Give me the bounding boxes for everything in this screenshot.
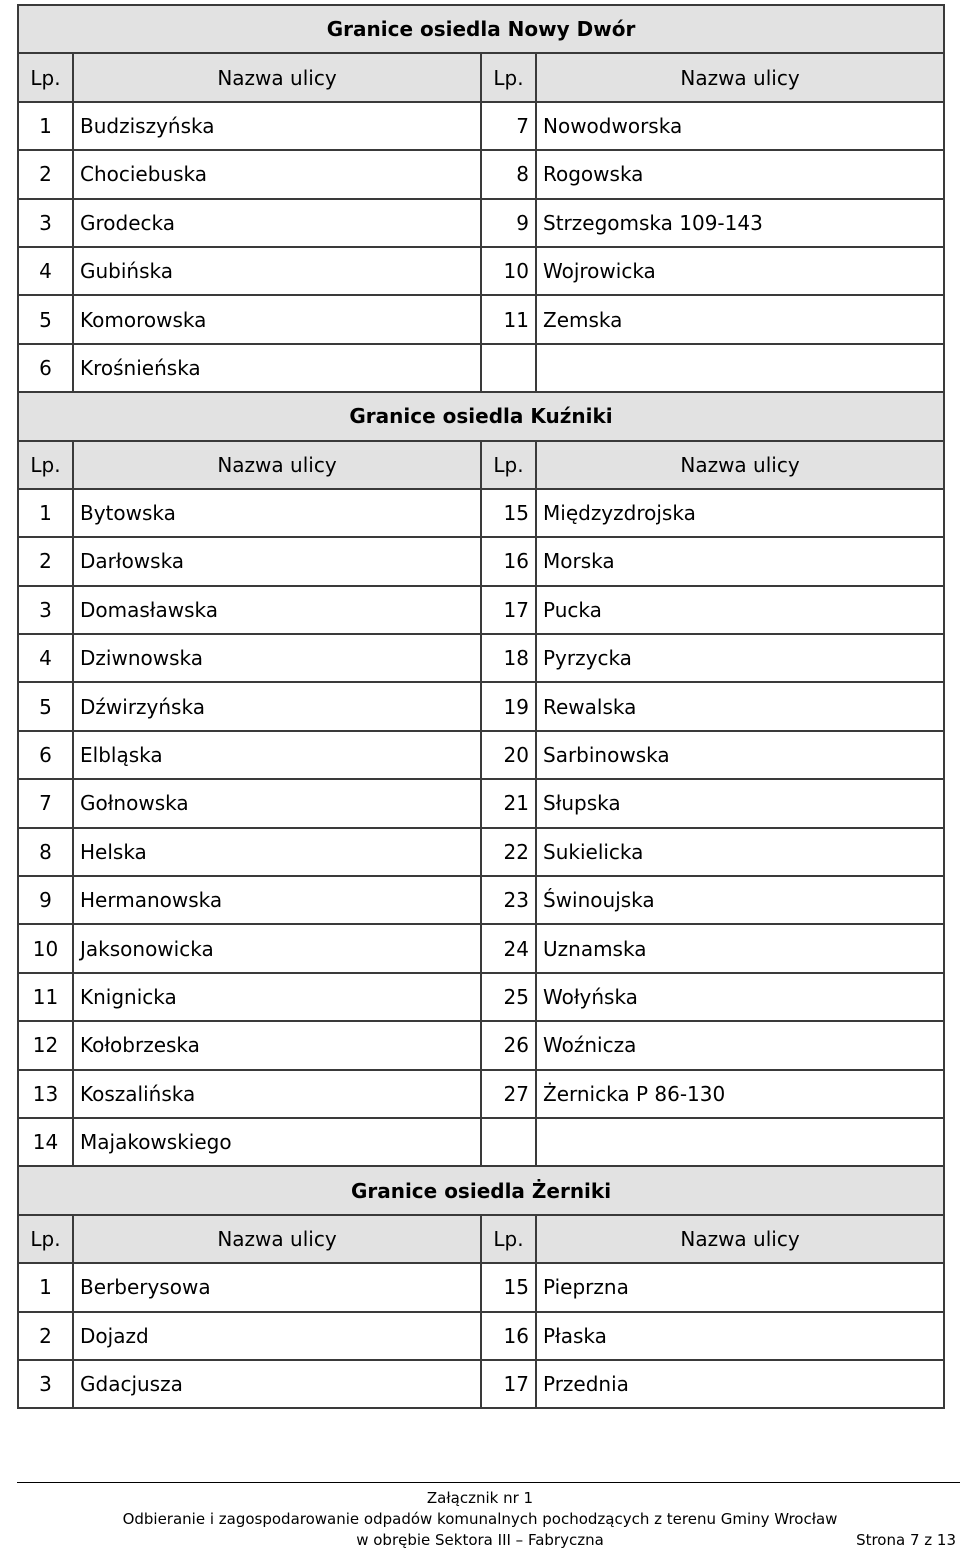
table-row <box>18 828 944 876</box>
row-number: 27 <box>481 1070 536 1118</box>
row-number: 12 <box>18 1021 73 1069</box>
table-row <box>18 731 944 779</box>
table-row <box>18 1118 944 1166</box>
table-row <box>18 102 944 150</box>
street-name <box>536 344 944 392</box>
row-number: 10 <box>18 924 73 972</box>
header-street-name: Nazwa ulicy <box>536 1215 944 1263</box>
street-name: Morska <box>536 537 944 585</box>
header-street-name: Nazwa ulicy <box>536 53 944 101</box>
row-number: 5 <box>18 295 73 343</box>
street-name: Krośnieńska <box>73 344 481 392</box>
row-number: 25 <box>481 973 536 1021</box>
street-name: Koszalińska <box>73 1070 481 1118</box>
street-name: Knignicka <box>73 973 481 1021</box>
section-title-row <box>18 5 944 53</box>
row-number: 3 <box>18 586 73 634</box>
row-number: 7 <box>18 779 73 827</box>
street-name: Świnoujska <box>536 876 944 924</box>
footer-description: Odbieranie i zagospodarowanie odpadów komunalnych pochodzących z terenu Gminy Wrocław <box>122 1510 838 1528</box>
column-header-row <box>18 1215 944 1263</box>
table-row <box>18 1021 944 1069</box>
row-number: 1 <box>18 1263 73 1311</box>
row-number: 15 <box>481 489 536 537</box>
header-lp: Lp. <box>481 53 536 101</box>
street-name: Grodecka <box>73 199 481 247</box>
table-row <box>18 344 944 392</box>
section-title-row <box>18 1166 944 1214</box>
row-number: 4 <box>18 634 73 682</box>
streets-table <box>17 4 945 1409</box>
street-name: Sukielicka <box>536 828 944 876</box>
row-number: 3 <box>18 199 73 247</box>
footer-page-number: Strona 7 z 13 <box>856 1531 956 1549</box>
row-number: 1 <box>18 102 73 150</box>
table-row <box>18 247 944 295</box>
row-number: 2 <box>18 150 73 198</box>
section-title-row <box>18 392 944 440</box>
table-row <box>18 779 944 827</box>
row-number: 8 <box>481 150 536 198</box>
row-number <box>481 1118 536 1166</box>
street-name: Darłowska <box>73 537 481 585</box>
row-number: 13 <box>18 1070 73 1118</box>
header-lp: Lp. <box>18 441 73 489</box>
table-row <box>18 295 944 343</box>
street-name: Hermanowska <box>73 876 481 924</box>
street-name: Dojazd <box>73 1312 481 1360</box>
street-name: Rewalska <box>536 682 944 730</box>
street-name: Płaska <box>536 1312 944 1360</box>
street-name: Elbląska <box>73 731 481 779</box>
street-name: Majakowskiego <box>73 1118 481 1166</box>
page-footer <box>17 1482 960 1554</box>
row-number: 1 <box>18 489 73 537</box>
table-row <box>18 489 944 537</box>
street-name: Rogowska <box>536 150 944 198</box>
row-number: 15 <box>481 1263 536 1311</box>
footer-sector: w obrębie Sektora III – Fabryczna <box>356 1531 604 1549</box>
table-row <box>18 537 944 585</box>
street-name: Nowodworska <box>536 102 944 150</box>
row-number: 7 <box>481 102 536 150</box>
column-header-row <box>18 441 944 489</box>
street-name: Pucka <box>536 586 944 634</box>
street-name: Słupska <box>536 779 944 827</box>
row-number: 2 <box>18 537 73 585</box>
header-street-name: Nazwa ulicy <box>73 53 481 101</box>
header-lp: Lp. <box>18 1215 73 1263</box>
street-name: Gdacjusza <box>73 1360 481 1408</box>
row-number: 5 <box>18 682 73 730</box>
street-name: Dziwnowska <box>73 634 481 682</box>
header-street-name: Nazwa ulicy <box>536 441 944 489</box>
street-name: Jaksonowicka <box>73 924 481 972</box>
street-name: Berberysowa <box>73 1263 481 1311</box>
street-name: Woźnicza <box>536 1021 944 1069</box>
row-number: 11 <box>481 295 536 343</box>
street-name: Kołobrzeska <box>73 1021 481 1069</box>
street-name: Strzegomska 109-143 <box>536 199 944 247</box>
row-number: 22 <box>481 828 536 876</box>
row-number: 6 <box>18 731 73 779</box>
table-row <box>18 1360 944 1408</box>
streets-table-body <box>18 5 944 1408</box>
table-row <box>18 1070 944 1118</box>
table-row <box>18 150 944 198</box>
section-title: Granice osiedla Nowy Dwór <box>18 5 944 53</box>
street-name: Budziszyńska <box>73 102 481 150</box>
table-row <box>18 634 944 682</box>
table-row <box>18 924 944 972</box>
street-name <box>536 1118 944 1166</box>
street-name: Chociebuska <box>73 150 481 198</box>
row-number: 26 <box>481 1021 536 1069</box>
row-number: 8 <box>18 828 73 876</box>
street-name: Zemska <box>536 295 944 343</box>
section-title: Granice osiedla Żerniki <box>18 1166 944 1214</box>
street-name: Bytowska <box>73 489 481 537</box>
street-name: Międzyzdrojska <box>536 489 944 537</box>
street-name: Sarbinowska <box>536 731 944 779</box>
row-number: 21 <box>481 779 536 827</box>
street-name: Pieprzna <box>536 1263 944 1311</box>
header-lp: Lp. <box>481 1215 536 1263</box>
row-number: 9 <box>18 876 73 924</box>
street-name: Wojrowicka <box>536 247 944 295</box>
section-title: Granice osiedla Kuźniki <box>18 392 944 440</box>
header-lp: Lp. <box>481 441 536 489</box>
header-street-name: Nazwa ulicy <box>73 441 481 489</box>
row-number: 10 <box>481 247 536 295</box>
row-number: 18 <box>481 634 536 682</box>
column-header-row <box>18 53 944 101</box>
row-number: 2 <box>18 1312 73 1360</box>
row-number: 17 <box>481 1360 536 1408</box>
row-number: 20 <box>481 731 536 779</box>
row-number: 3 <box>18 1360 73 1408</box>
row-number: 9 <box>481 199 536 247</box>
table-row <box>18 586 944 634</box>
row-number: 14 <box>18 1118 73 1166</box>
street-name: Helska <box>73 828 481 876</box>
row-number: 16 <box>481 537 536 585</box>
street-name: Gubińska <box>73 247 481 295</box>
street-name: Uznamska <box>536 924 944 972</box>
street-name: Dźwirzyńska <box>73 682 481 730</box>
table-row <box>18 1312 944 1360</box>
street-name: Przednia <box>536 1360 944 1408</box>
row-number <box>481 344 536 392</box>
street-name: Pyrzycka <box>536 634 944 682</box>
table-row <box>18 876 944 924</box>
footer-attachment-label: Załącznik nr 1 <box>426 1489 534 1507</box>
row-number: 24 <box>481 924 536 972</box>
row-number: 17 <box>481 586 536 634</box>
row-number: 23 <box>481 876 536 924</box>
table-row <box>18 682 944 730</box>
street-name: Żernicka P 86-130 <box>536 1070 944 1118</box>
row-number: 19 <box>481 682 536 730</box>
street-name: Komorowska <box>73 295 481 343</box>
row-number: 11 <box>18 973 73 1021</box>
row-number: 6 <box>18 344 73 392</box>
header-lp: Lp. <box>18 53 73 101</box>
street-name: Wołyńska <box>536 973 944 1021</box>
table-row <box>18 1263 944 1311</box>
row-number: 16 <box>481 1312 536 1360</box>
table-row <box>18 973 944 1021</box>
street-name: Domasławska <box>73 586 481 634</box>
row-number: 4 <box>18 247 73 295</box>
street-name: Gołnowska <box>73 779 481 827</box>
header-street-name: Nazwa ulicy <box>73 1215 481 1263</box>
table-row <box>18 199 944 247</box>
